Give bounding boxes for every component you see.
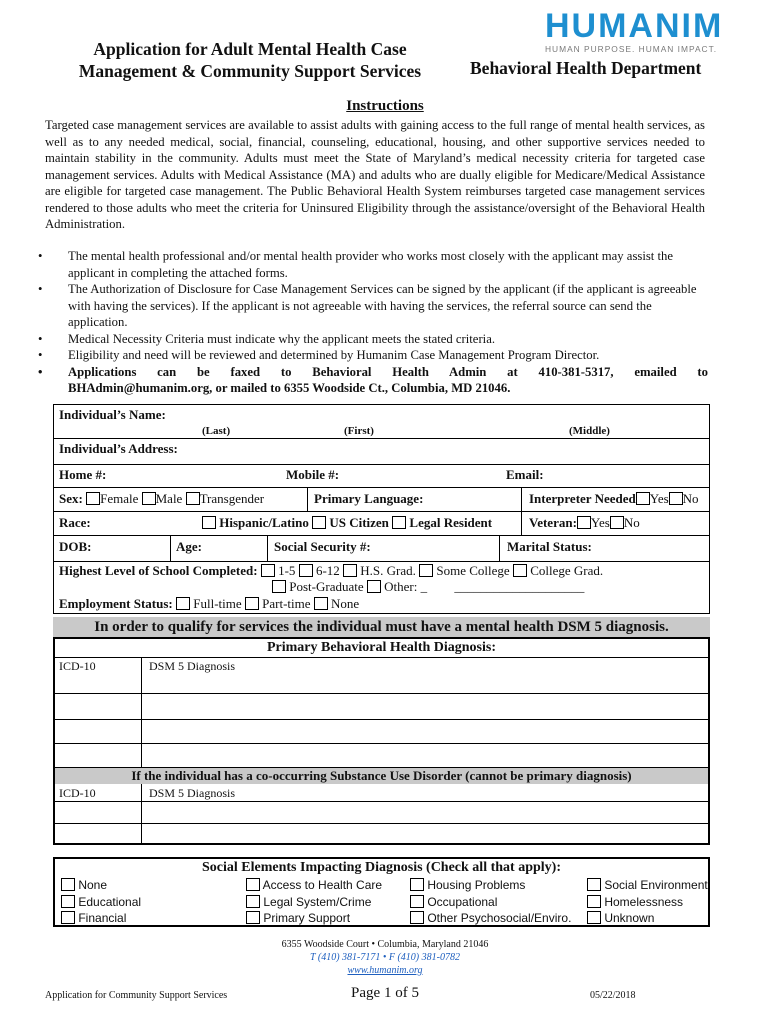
social-housing: Housing Problems (410, 878, 525, 892)
part-time-checkbox[interactable] (245, 597, 259, 610)
document-title: Application for Adult Mental Health Case Management & Community Support Services (78, 39, 422, 81)
social-environment: Social Environment (587, 878, 708, 892)
instructions-paragraph: Targeted case management services are available to assist adults with gaining access to the full range of mental health services, as well as to any needed medical, social, financial, counseling, educational, housing, and other supportive services needed to maintain stability in the community. Adults must meet the State of Maryland’s medical necessity criteria for targeted case management services. Adults with Medical Assistance (MA) and adults who are dually eligible for Medicare/Medical Assistance are eligible for targeted case management. The Public Behavioral Health System reimburses targeted case management services rendered to those adults who meet the criteria for Uninsured Eligibility through the assistance/oversight of the Behavioral Health Administration. (45, 118, 705, 231)
middle-label: (Middle) (569, 425, 610, 437)
list-item: • Eligibility and need will be reviewed and determined by Humanim Case Management Program Director. (38, 348, 600, 362)
footer-date: 05/22/2018 (590, 990, 636, 1001)
social-elements-heading: Social Elements Impacting Diagnosis (Check all that apply): (202, 860, 561, 875)
footer-contact (0, 938, 770, 977)
social-other: Other Psychosocial/Enviro. (410, 911, 571, 925)
school-6-12-checkbox[interactable] (299, 564, 313, 577)
dsm-label: DSM 5 Diagnosis (149, 659, 236, 673)
address-label: Individual’s Address: (59, 441, 178, 456)
school-college-grad-checkbox[interactable] (513, 564, 527, 577)
interpreter-no-checkbox[interactable] (669, 492, 683, 505)
website-link[interactable]: www.humanim.org (347, 965, 423, 976)
first-label: (First) (344, 425, 374, 437)
primary-diagnosis-heading: Primary Behavioral Health Diagnosis: (266, 640, 497, 655)
sud-diagnosis-heading: If the individual has a co-occurring Substance Use Disorder (cannot be primary diagnosis) (55, 768, 708, 784)
full-time-checkbox[interactable] (176, 597, 190, 610)
unemployed-checkbox[interactable] (314, 597, 328, 610)
social-educational: Educational (61, 895, 141, 909)
race-label: Race: (59, 515, 91, 530)
instructions-heading: Instructions (346, 98, 424, 114)
page-number: Page 1 of 5 (351, 985, 419, 1001)
dsm-requirement-banner: In order to qualify for services the individual must have a mental health DSM 5 diagnosis. (53, 617, 710, 637)
citizenship-row: Hispanic/Latino US Citizen Legal Resident (202, 515, 492, 531)
applicant-info-form (53, 404, 710, 614)
social-elements-box (53, 857, 710, 927)
social-legal: Legal System/Crime (246, 895, 371, 909)
primary-language-label: Primary Language: (314, 491, 424, 506)
humanim-logo: HUMANIM HUMAN PURPOSE. HUMAN IMPACT. (545, 7, 724, 54)
legal-resident-checkbox[interactable] (392, 516, 406, 529)
sex-row: Sex: Female Male Transgender (59, 491, 265, 506)
school-1-5-checkbox[interactable] (261, 564, 275, 577)
interpreter-yes-checkbox[interactable] (636, 492, 650, 505)
school-postgrad-checkbox[interactable] (272, 580, 286, 593)
veteran-row: Veteran: Yes No (529, 515, 640, 530)
mobile-phone-label: Mobile #: (286, 467, 340, 482)
social-financial: Financial (61, 911, 126, 925)
dsm-label: DSM 5 Diagnosis (149, 786, 236, 800)
footer-address: 6355 Woodside Court • Columbia, Maryland 21046 (281, 939, 489, 950)
transgender-checkbox[interactable] (186, 492, 200, 505)
footer-form-name: Application for Community Support Services (45, 990, 228, 1001)
hispanic-checkbox[interactable] (202, 516, 216, 529)
school-some-college-checkbox[interactable] (419, 564, 433, 577)
interpreter-row: Interpreter Needed Yes No (529, 491, 699, 506)
us-citizen-checkbox[interactable] (312, 516, 326, 529)
list-item: • The mental health professional and/or mental health provider who works most closely with the applicant may assist the applicant in completing the attached forms. (38, 249, 673, 280)
school-other-checkbox[interactable] (367, 580, 381, 593)
school-hs-checkbox[interactable] (343, 564, 357, 577)
email-label: Email: (506, 467, 544, 482)
diagnosis-table (53, 637, 710, 845)
social-unknown: Unknown (587, 911, 654, 925)
list-item: • The Authorization of Disclosure for Case Management Services can be signed by the applicant (if the applicant is agreeable with having the services). If the applicant is not agreeable with having the services, the referral source can send the application. (38, 282, 697, 329)
school-row-2: Post-Graduate Other: _ ____________________ (272, 579, 584, 595)
marital-status-label: Marital Status: (507, 539, 592, 554)
male-checkbox[interactable] (142, 492, 156, 505)
last-label: (Last) (202, 425, 231, 437)
social-homelessness: Homelessness (587, 895, 683, 909)
icd-label: ICD-10 (59, 659, 96, 673)
social-health-care: Access to Health Care (246, 878, 382, 892)
home-phone-label: Home #: (59, 467, 107, 482)
list-item: • Applications can be faxed to Behavioral Health Admin at 410-381-5317, emailed to BHAdmin@humanim.org, or mailed to 6355 Woodside Ct., Columbia, MD 21046. (38, 364, 708, 395)
female-checkbox[interactable] (86, 492, 100, 505)
list-item: • Medical Necessity Criteria must indicate why the applicant meets the stated criteria. (38, 331, 495, 346)
employment-row: Employment Status: Full-time Part-time None (59, 596, 360, 611)
department-name: Behavioral Health Department (470, 58, 702, 78)
veteran-yes-checkbox[interactable] (577, 516, 591, 529)
name-label: Individual’s Name: (59, 407, 166, 422)
instructions-list (38, 248, 708, 397)
veteran-no-checkbox[interactable] (610, 516, 624, 529)
social-occupational: Occupational (410, 895, 497, 909)
social-primary-support: Primary Support (246, 911, 350, 925)
social-none: None (61, 878, 107, 892)
dob-label: DOB: (59, 539, 92, 554)
footer-phones: T (410) 381-7171 • F (410) 381-0782 (310, 952, 460, 963)
age-label: Age: (176, 539, 202, 554)
icd-label: ICD-10 (59, 786, 96, 800)
school-row: Highest Level of School Completed: 1-5 6-12 H.S. Grad. Some College College Grad. (59, 563, 604, 578)
ssn-label: Social Security #: (274, 539, 371, 554)
